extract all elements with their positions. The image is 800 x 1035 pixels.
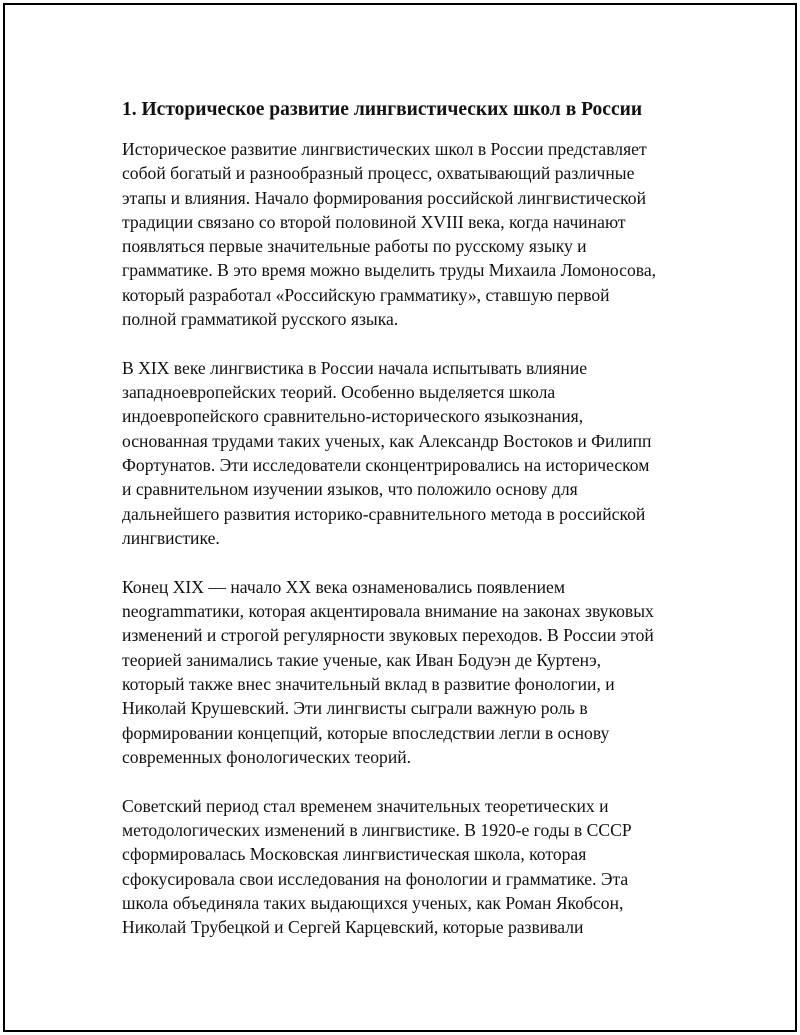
paragraph-list [122,137,697,939]
paragraph-line: изменений и строгой регулярности звуковых переходов. В России этой [122,625,654,646]
paragraph-line: и сравнительном изучении языков, что положило основу для [122,479,578,500]
paragraph-line: Историческое развитие лингвистических школ в России представляет [122,139,647,159]
paragraph-line: школа объединяла таких выдающихся ученых, как Роман Якобсон, [122,892,624,913]
paragraph-line: который также внес значительный вклад в развитие фонологии, и [122,673,615,694]
paragraph-line: современных фонологических теорий. [122,746,412,767]
paragraph-line: западноевропейских теорий. Особенно выделяется школа [122,382,556,403]
paragraph-line: Конец XIX — начало XX века ознаменовались появлением [122,576,565,597]
paragraph-line: индоевропейского сравнительно-исторического языкознания, [122,406,584,427]
paragraph-line: сформировалась Московская лингвистическая школа, которая [122,844,587,865]
paragraph [122,356,697,550]
paragraph-line: этапы и влияния. Начало формирования российской лингвистической [122,187,647,208]
paragraph-line: полной грамматикой русского языка. [122,309,399,330]
page-border [3,3,797,1032]
paragraph-line: методологических изменений в лингвистике. В 1920-е годы в СССР [122,819,632,840]
paragraph-line: neogrammатики, которая акцентировала внимание на законах звуковых [122,601,654,622]
section-heading: 1. Историческое развитие лингвистических школ в России [122,99,643,120]
paragraph-line: основанная трудами таких ученых, как Александр Востоков и Филипп [122,430,652,451]
paragraph-line: появляться первые значительные работы по русскому языку и [122,236,587,257]
paragraph-line: теорией занимались такие ученые, как Иван Бодуэн де Куртенэ, [122,649,602,670]
paragraph-line: формировании концепций, которые впоследствии легли в основу [122,722,610,743]
paragraph-line: собой богатый и разнообразный процесс, охватывающий различные [122,163,635,184]
paragraph [122,137,697,331]
paragraph-line: В XIX веке лингвистика в России начала испытывать влияние [122,357,588,378]
paragraph [122,794,697,940]
paragraph-line: сфокусировала свои исследования на фонологии и грамматике. Эта [122,868,629,889]
paragraph-line: лингвистике. [122,527,220,548]
paragraph-line: грамматике. В это время можно выделить труды Михаила Ломоносова, [122,260,657,281]
paragraph [122,575,697,769]
paragraph-line: дальнейшего развития историко-сравнительного метода в российской [122,503,646,524]
paragraph-line: Фортунатов. Эти исследователи сконцентрировались на историческом [122,455,650,476]
document-body [122,97,697,964]
paragraph-line: Советский период стал временем значительных теоретических и [122,795,609,816]
paragraph-line: Николай Крушевский. Эти лингвисты сыграли важную роль в [122,698,588,719]
paragraph-line: который разработал «Российскую грамматику», ставшую первой [122,284,610,305]
paragraph-line: традиции связано со второй половиной XVIII века, когда начинают [122,211,626,232]
paragraph-line: Николай Трубецкой и Сергей Карцевский, которые развивали [122,917,584,938]
